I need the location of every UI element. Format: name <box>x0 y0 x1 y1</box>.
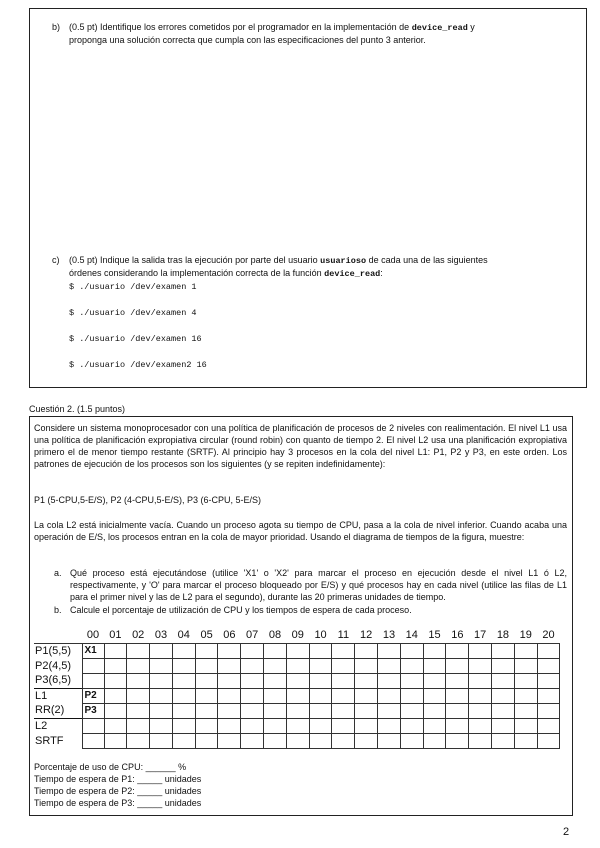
grid-cell[interactable] <box>423 658 446 673</box>
time-header-cell: 11 <box>332 628 355 643</box>
answer-box-question-1 <box>29 8 587 388</box>
grid-cell[interactable] <box>469 658 492 673</box>
grid-cell[interactable] <box>423 673 446 688</box>
grid-cell[interactable] <box>286 703 309 718</box>
grid-cell[interactable] <box>286 688 309 703</box>
grid-cell[interactable] <box>127 673 150 688</box>
grid-cell[interactable] <box>172 703 195 718</box>
grid-cell[interactable] <box>309 658 332 673</box>
grid-cell[interactable] <box>195 673 218 688</box>
item-b-label: b. <box>54 605 62 615</box>
grid-cell[interactable] <box>446 673 469 688</box>
grid-cell[interactable] <box>218 733 241 748</box>
grid-cell[interactable] <box>104 643 127 658</box>
grid-cell[interactable] <box>150 703 173 718</box>
question-c-text <box>69 254 569 280</box>
time-header-cell: 09 <box>286 628 309 643</box>
grid-cell[interactable] <box>423 703 446 718</box>
grid-cell[interactable] <box>218 718 241 733</box>
grid-cell[interactable] <box>492 688 515 703</box>
grid-cell[interactable] <box>218 673 241 688</box>
grid-cell[interactable] <box>104 688 127 703</box>
time-header-cell: 06 <box>218 628 241 643</box>
question-2-box <box>29 416 573 816</box>
grid-cell[interactable] <box>264 703 287 718</box>
grid-cell[interactable] <box>218 688 241 703</box>
time-header-cell: 07 <box>241 628 264 643</box>
grid-cell[interactable] <box>104 658 127 673</box>
wait-time-p3: Tiempo de espera de P3: _____ unidades <box>34 798 202 808</box>
grid-cell[interactable] <box>378 688 401 703</box>
grid-cell[interactable] <box>150 658 173 673</box>
grid-row-label: P2(4,5) <box>34 658 82 673</box>
grid-cell[interactable] <box>309 688 332 703</box>
grid-cell[interactable]: P2 <box>82 688 104 703</box>
grid-cell[interactable] <box>264 658 287 673</box>
grid-cell[interactable] <box>400 658 423 673</box>
grid-row-label: SRTF <box>34 733 82 748</box>
grid-cell[interactable] <box>355 658 378 673</box>
time-header-cell: 15 <box>423 628 446 643</box>
grid-cell[interactable] <box>332 658 355 673</box>
grid-row-label: P3(6,5) <box>34 673 82 688</box>
grid-cell[interactable] <box>514 658 537 673</box>
question-c-text-part1: (0.5 pt) Indique la salida tras la ejecución por parte del usuario <box>69 255 321 265</box>
grid-cell[interactable] <box>309 673 332 688</box>
grid-cell[interactable] <box>332 703 355 718</box>
time-header-cell: 08 <box>264 628 287 643</box>
grid-cell[interactable] <box>264 673 287 688</box>
grid-cell[interactable] <box>241 703 264 718</box>
grid-cell[interactable] <box>309 733 332 748</box>
question-b-text-line2: proponga una solución correcta que cumpla con las especificaciones del punto 3 anterior. <box>69 35 426 45</box>
grid-cell[interactable] <box>195 733 218 748</box>
grid-cell[interactable] <box>286 718 309 733</box>
grid-cell[interactable] <box>150 718 173 733</box>
grid-cell[interactable] <box>264 733 287 748</box>
grid-cell[interactable] <box>241 658 264 673</box>
grid-cell[interactable] <box>400 718 423 733</box>
grid-cell[interactable] <box>150 643 173 658</box>
grid-cell[interactable] <box>332 733 355 748</box>
grid-row-label: L1 <box>34 688 82 703</box>
question-2-title: Cuestión 2. (1.5 puntos) <box>29 404 126 414</box>
grid-cell[interactable] <box>355 718 378 733</box>
grid-cell[interactable] <box>127 703 150 718</box>
question-b-text-part1: (0.5 pt) Identifique los errores cometidos por el programador en la implementación de <box>69 22 412 32</box>
page-number: 2 <box>563 826 570 838</box>
grid-cell[interactable] <box>355 688 378 703</box>
grid-cell[interactable] <box>104 718 127 733</box>
grid-cell[interactable] <box>286 733 309 748</box>
question-2-paragraph-1: Considere un sistema monoprocesador con una política de planificación de procesos de 2 niveles con realimentación. El nivel L1 usa una política de planificación expropiativa circular (round robin) con quanto de tiempo 2. El nivel L2 usa una planificación expropiativa primero el de menor tiempo restante (SRTF). Al principio hay 3 procesos en la cola del nivel L1: P1, P2 y P3, en este orden. Los patrones de ejecución de los procesos son los siguientes (y se repiten indefinidamente): <box>34 423 567 469</box>
grid-cell[interactable] <box>127 733 150 748</box>
grid-cell[interactable] <box>150 733 173 748</box>
grid-cell[interactable] <box>514 673 537 688</box>
grid-cell[interactable] <box>492 718 515 733</box>
grid-cell[interactable] <box>104 673 127 688</box>
grid-cell[interactable] <box>172 658 195 673</box>
time-header-cell: 20 <box>537 628 560 643</box>
grid-cell[interactable] <box>355 733 378 748</box>
grid-cell[interactable] <box>264 688 287 703</box>
grid-cell[interactable] <box>400 688 423 703</box>
grid-cell[interactable] <box>218 658 241 673</box>
cpu-usage-line: Porcentaje de uso de CPU: ______ % <box>34 762 187 772</box>
grid-cell[interactable] <box>378 703 401 718</box>
grid-cell[interactable] <box>400 703 423 718</box>
question-c-code: device_read <box>324 269 381 279</box>
grid-cell[interactable] <box>400 733 423 748</box>
question-c-text-line2: órdenes considerando la implementación correcta de la función <box>69 268 325 278</box>
item-a-label: a. <box>54 568 62 578</box>
grid-cell[interactable] <box>309 703 332 718</box>
grid-cell[interactable] <box>332 688 355 703</box>
question-c-text-part3: : <box>380 268 383 278</box>
time-header-cell: 05 <box>195 628 218 643</box>
grid-cell[interactable] <box>172 688 195 703</box>
grid-cell[interactable] <box>537 703 560 718</box>
grid-cell[interactable] <box>378 658 401 673</box>
time-header-cell: 02 <box>127 628 150 643</box>
time-header-cell: 17 <box>469 628 492 643</box>
command-line: $ ./usuario /dev/examen 16 <box>69 334 202 344</box>
grid-cell[interactable] <box>127 658 150 673</box>
grid-cell[interactable] <box>332 673 355 688</box>
grid-cell[interactable] <box>446 703 469 718</box>
grid-cell[interactable] <box>82 718 104 733</box>
time-header-cell: 12 <box>355 628 378 643</box>
grid-cell[interactable] <box>150 688 173 703</box>
grid-cell[interactable] <box>82 658 104 673</box>
grid-cell[interactable]: X1 <box>82 643 104 658</box>
grid-corner <box>34 628 82 643</box>
question-2-paragraph-3: La cola L2 está inicialmente vacía. Cuando un proceso agota su tiempo de CPU, pasa a la cola de nivel inferior. Cuando acaba una operación de E/S, los procesos entran en la cola de mayor prioridad. Usando el diagrama de tiempos de la figura, muestre: <box>34 520 567 542</box>
grid-cell[interactable] <box>537 718 560 733</box>
grid-cell[interactable] <box>492 673 515 688</box>
grid-cell[interactable] <box>286 643 309 658</box>
grid-cell[interactable] <box>537 688 560 703</box>
grid-cell[interactable] <box>127 718 150 733</box>
grid-cell[interactable] <box>514 718 537 733</box>
item-a-text: Qué proceso está ejecutándose (utilice 'X1' o 'X2' para marcar el proceso en ejecución desde el nivel L1 ó L2, respectivamente, y 'O' para marcar el proceso bloqueado por E/S) y qué procesos hay en cada nivel (utilice las filas de L1 para el primer nivel y las de L2 para el segundo), durante las 20 primeras unidades de tiempo. <box>70 568 567 602</box>
grid-cell[interactable] <box>446 688 469 703</box>
question-c-label: c) <box>52 255 60 265</box>
grid-cell[interactable] <box>195 688 218 703</box>
grid-cell[interactable] <box>469 718 492 733</box>
grid-cell[interactable] <box>469 643 492 658</box>
grid-cell[interactable] <box>423 643 446 658</box>
time-header-cell: 16 <box>446 628 469 643</box>
grid-cell[interactable] <box>286 673 309 688</box>
wait-time-p2: Tiempo de espera de P2: _____ unidades <box>34 786 202 796</box>
grid-cell[interactable] <box>309 718 332 733</box>
grid-cell[interactable] <box>104 703 127 718</box>
grid-cell[interactable] <box>492 658 515 673</box>
time-header-cell: 18 <box>492 628 515 643</box>
grid-cell[interactable] <box>286 658 309 673</box>
time-header-cell: 13 <box>378 628 401 643</box>
grid-cell[interactable] <box>332 718 355 733</box>
grid-cell[interactable] <box>309 643 332 658</box>
grid-cell[interactable] <box>218 643 241 658</box>
grid-cell[interactable] <box>355 703 378 718</box>
question-2-paragraph-2: P1 (5-CPU,5-E/S), P2 (4-CPU,5-E/S), P3 (6-CPU, 5-E/S) <box>34 495 262 505</box>
grid-cell[interactable] <box>492 703 515 718</box>
grid-cell[interactable] <box>172 673 195 688</box>
grid-cell[interactable] <box>241 643 264 658</box>
wait-time-p1: Tiempo de espera de P1: _____ unidades <box>34 774 202 784</box>
grid-cell[interactable] <box>378 718 401 733</box>
grid-cell[interactable] <box>446 718 469 733</box>
time-header-cell: 04 <box>172 628 195 643</box>
grid-cell[interactable] <box>378 733 401 748</box>
grid-cell[interactable] <box>423 733 446 748</box>
command-line: $ ./usuario /dev/examen2 16 <box>69 360 207 370</box>
grid-cell[interactable] <box>492 643 515 658</box>
grid-cell[interactable] <box>514 643 537 658</box>
grid-cell[interactable] <box>150 673 173 688</box>
question-b-text <box>69 21 569 46</box>
grid-cell[interactable] <box>241 688 264 703</box>
grid-cell[interactable] <box>82 673 104 688</box>
time-header-cell: 03 <box>150 628 173 643</box>
grid-cell[interactable] <box>172 718 195 733</box>
grid-cell[interactable] <box>172 733 195 748</box>
grid-cell[interactable] <box>469 733 492 748</box>
grid-cell[interactable] <box>241 673 264 688</box>
grid-cell[interactable] <box>400 673 423 688</box>
grid-cell[interactable] <box>378 643 401 658</box>
grid-cell[interactable]: P3 <box>82 703 104 718</box>
grid-cell[interactable] <box>332 643 355 658</box>
grid-cell[interactable] <box>514 688 537 703</box>
grid-cell[interactable] <box>355 673 378 688</box>
grid-cell[interactable] <box>469 688 492 703</box>
grid-cell[interactable] <box>127 643 150 658</box>
grid-cell[interactable] <box>104 733 127 748</box>
grid-cell[interactable] <box>195 658 218 673</box>
grid-cell[interactable] <box>127 688 150 703</box>
grid-cell[interactable] <box>241 718 264 733</box>
grid-cell[interactable] <box>537 673 560 688</box>
grid-cell[interactable] <box>446 733 469 748</box>
grid-row-label: P1(5,5) <box>34 643 82 658</box>
grid-cell[interactable] <box>514 703 537 718</box>
command-line: $ ./usuario /dev/examen 1 <box>69 282 197 292</box>
grid-cell[interactable] <box>446 643 469 658</box>
grid-row-label: RR(2) <box>34 703 82 718</box>
grid-cell[interactable] <box>400 643 423 658</box>
time-header-cell: 01 <box>104 628 127 643</box>
question-b-code: device_read <box>411 23 468 33</box>
grid-row-label: L2 <box>34 718 82 733</box>
grid-cell[interactable] <box>172 643 195 658</box>
grid-cell[interactable] <box>469 703 492 718</box>
grid-cell[interactable] <box>514 733 537 748</box>
time-header-cell: 00 <box>82 628 104 643</box>
grid-cell[interactable] <box>195 643 218 658</box>
time-header-cell: 14 <box>400 628 423 643</box>
question-b-label: b) <box>52 22 61 32</box>
grid-cell[interactable] <box>423 688 446 703</box>
grid-cell[interactable] <box>264 643 287 658</box>
grid-cell[interactable] <box>537 643 560 658</box>
grid-cell[interactable] <box>218 703 241 718</box>
item-b-text: Calcule el porcentaje de utilización de CPU y los tiempos de espera de cada proceso. <box>70 605 412 615</box>
question-c-text-part2: de cada una de las siguientes <box>366 255 488 265</box>
time-header-cell: 10 <box>309 628 332 643</box>
grid-cell[interactable] <box>195 703 218 718</box>
command-line: $ ./usuario /dev/examen 4 <box>69 308 197 318</box>
question-c-user: usuarioso <box>320 256 367 266</box>
timing-diagram-grid <box>34 628 560 749</box>
time-header-cell: 19 <box>514 628 537 643</box>
question-b-text-part2: y <box>467 22 475 32</box>
grid-cell[interactable] <box>537 658 560 673</box>
grid-cell[interactable] <box>378 673 401 688</box>
grid-cell[interactable] <box>264 718 287 733</box>
grid-cell[interactable] <box>195 718 218 733</box>
grid-cell[interactable] <box>423 718 446 733</box>
grid-cell[interactable] <box>492 733 515 748</box>
grid-cell[interactable] <box>241 733 264 748</box>
grid-cell[interactable] <box>82 733 104 748</box>
grid-cell[interactable] <box>446 658 469 673</box>
grid-cell[interactable] <box>537 733 560 748</box>
grid-cell[interactable] <box>355 643 378 658</box>
grid-cell[interactable] <box>469 673 492 688</box>
